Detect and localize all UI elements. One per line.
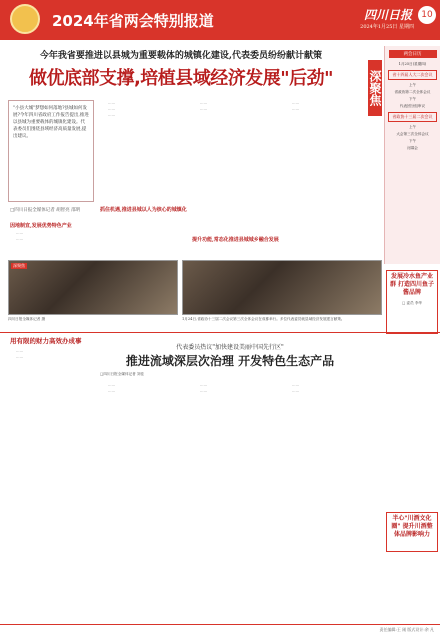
- photo-tag: 深聚焦: [13, 263, 25, 268]
- sidebar-event-1: 省十四届人大二次会议: [388, 70, 437, 80]
- second-author: □四川日报全媒体记者 刘佳: [100, 372, 145, 376]
- body-col-5: ...... ......: [16, 348, 24, 359]
- page-footer: 责任编辑:王 刚 版式设计:余 凡: [0, 624, 440, 635]
- sidebar-calendar: [384, 46, 440, 264]
- sidebar-item: 大会第三次全体会议: [396, 132, 429, 136]
- page-banner: [0, 0, 440, 40]
- sidebar-item: 省政协第二次全体会议: [394, 90, 431, 94]
- photo-caption-2: 1月24日,省政协十三届二次会议第三次全体会议在成都举行。多位代表委员就县域经济发展建言献策。: [182, 317, 345, 321]
- lead-author: □四川日报全媒体记者 胡智亮 邵明: [10, 208, 81, 213]
- lead-kicker: 今年我省要推进以县城为重要载体的城镇化建设,代表委员纷纷献计献策: [39, 51, 323, 61]
- subhead-1: 因地制宜,发展优势特色产业: [10, 223, 72, 229]
- body-col-8: ...... ......: [292, 382, 300, 393]
- second-kicker: 代表委员热议"加快建设美丽中国先行区": [176, 344, 284, 351]
- right-story-author: □ 委员 李华: [401, 301, 423, 305]
- sidebar-item: 下午: [408, 139, 417, 143]
- sidebar-item: 闭幕会: [407, 146, 418, 150]
- lead-intro: "小县大城"梦想如何落地?县城如何发展?今年四川省政府工作报告提出,推进以县城为重要载体的城镇化建设。代表委员们围绕县域经济高质量发展,提出建议。: [8, 100, 94, 202]
- vertical-tag: 深聚焦: [368, 60, 382, 116]
- photo-caption-1: 四川日报全媒体记者 摄: [8, 317, 46, 321]
- body-col-1: ...... ......: [16, 230, 24, 241]
- body-col-7: ...... ......: [200, 382, 208, 393]
- right-story-headline: 发展冷水鱼产业群 打造四川鱼子酱品牌: [389, 273, 435, 296]
- subhead-2: 抓住机遇,推进县城以人为核心的城镇化: [100, 207, 187, 213]
- sidebar-item: 下午: [408, 97, 417, 101]
- lead-headline: 做优底部支撑,培植县域经济发展"后劲": [28, 68, 334, 89]
- paper-name: 四川日报: [363, 8, 412, 22]
- right-box-2-headline: 半心"川酒文化圈" 提升川酒整体品牌影响力: [391, 515, 433, 538]
- issue-date: 2024年1月25日 星期四: [360, 24, 414, 30]
- news-photo-1: [8, 260, 178, 315]
- sidebar-item: 上午: [408, 125, 417, 129]
- sidebar-item: 代表团分组审议: [399, 104, 426, 108]
- sidebar-date: 1月25日(星期四): [398, 62, 427, 66]
- right-box-2: [386, 512, 438, 552]
- page-number: 10: [418, 6, 436, 24]
- news-photo-2: [182, 260, 382, 315]
- subhead-4: 提升功能,常态化推进县城城乡融合发展: [192, 237, 279, 243]
- body-col-3: ...... ......: [200, 100, 208, 111]
- sidebar-title: 两会日历: [389, 50, 437, 58]
- sidebar-item: 上午: [408, 83, 417, 87]
- second-section-title: 用有限的财力高效办成事: [10, 337, 82, 345]
- sidebar-event-2: 省政协十三届二次会议: [388, 112, 437, 122]
- body-col-6: ...... ......: [108, 382, 116, 393]
- emblem-icon: [10, 4, 40, 34]
- section-divider: [0, 332, 440, 333]
- banner-title: 2024年省两会特别报道: [52, 12, 214, 30]
- right-story-box: [386, 270, 438, 334]
- body-col-2: ...... ...... ......: [108, 100, 116, 117]
- second-headline: 推进流域深层次治理 开发特色生态产品: [125, 354, 335, 368]
- body-col-4: ...... ......: [292, 100, 300, 111]
